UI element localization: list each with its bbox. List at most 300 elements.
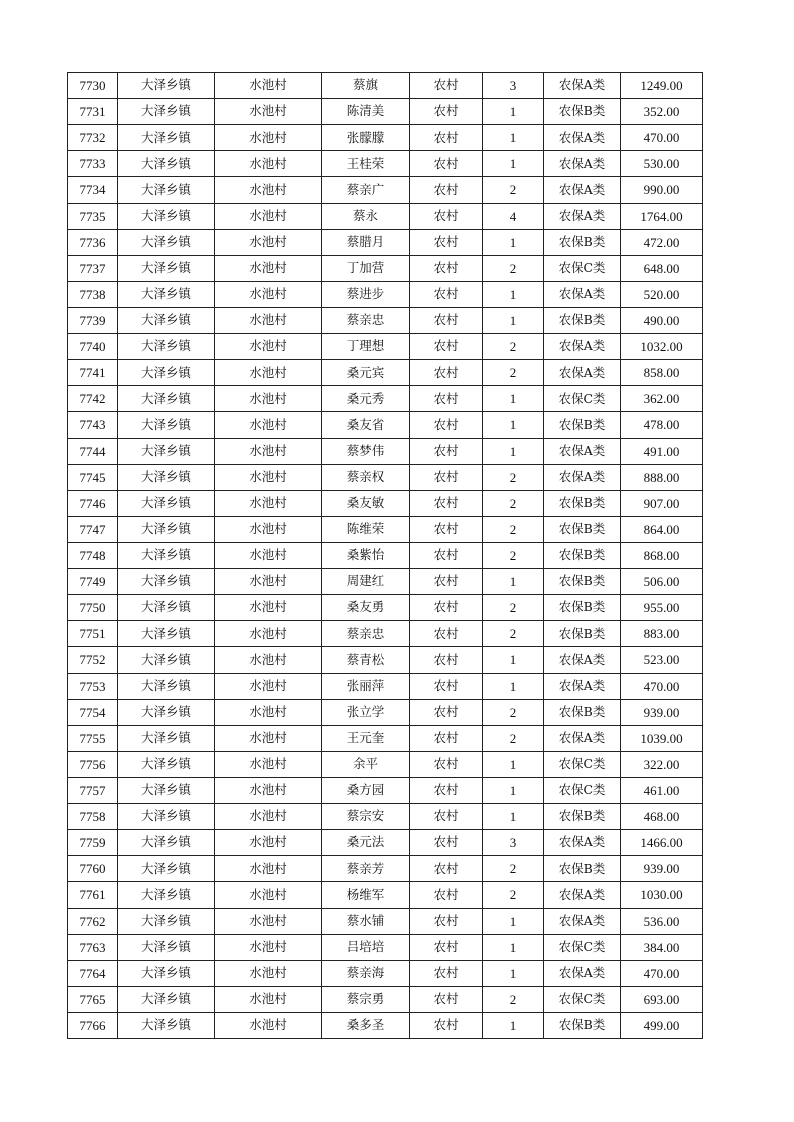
amount-cell: 384.00 (621, 934, 703, 960)
amount-cell: 1032.00 (621, 334, 703, 360)
amount-cell: 907.00 (621, 490, 703, 516)
table-body (68, 73, 703, 1039)
person-name-cell: 陈维荣 (322, 516, 410, 542)
row-id-cell: 7736 (68, 229, 118, 255)
table-row (68, 203, 703, 229)
township-cell: 大泽乡镇 (118, 699, 215, 725)
village-cell: 水池村 (215, 73, 322, 99)
area-type-cell: 农村 (410, 986, 483, 1012)
household-count-cell: 1 (483, 673, 544, 699)
table-row (68, 673, 703, 699)
household-count-cell: 2 (483, 882, 544, 908)
amount-cell: 990.00 (621, 177, 703, 203)
row-id-cell: 7749 (68, 569, 118, 595)
village-cell: 水池村 (215, 229, 322, 255)
village-cell: 水池村 (215, 934, 322, 960)
table-row (68, 725, 703, 751)
table-row (68, 882, 703, 908)
row-id-cell: 7741 (68, 360, 118, 386)
village-cell: 水池村 (215, 307, 322, 333)
table-row (68, 255, 703, 281)
amount-cell: 693.00 (621, 986, 703, 1012)
person-name-cell: 蔡亲海 (322, 960, 410, 986)
person-name-cell: 蔡永 (322, 203, 410, 229)
amount-cell: 868.00 (621, 542, 703, 568)
township-cell: 大泽乡镇 (118, 856, 215, 882)
person-name-cell: 蔡宗安 (322, 804, 410, 830)
table-row (68, 307, 703, 333)
household-count-cell: 1 (483, 569, 544, 595)
amount-cell: 1764.00 (621, 203, 703, 229)
table-row (68, 73, 703, 99)
person-name-cell: 蔡进步 (322, 281, 410, 307)
township-cell: 大泽乡镇 (118, 360, 215, 386)
village-cell: 水池村 (215, 464, 322, 490)
township-cell: 大泽乡镇 (118, 281, 215, 307)
village-cell: 水池村 (215, 751, 322, 777)
township-cell: 大泽乡镇 (118, 438, 215, 464)
insurance-category-cell: 农保A类 (544, 334, 621, 360)
person-name-cell: 蔡旗 (322, 73, 410, 99)
village-cell: 水池村 (215, 516, 322, 542)
household-count-cell: 2 (483, 699, 544, 725)
insurance-category-cell: 农保C类 (544, 751, 621, 777)
row-id-cell: 7756 (68, 751, 118, 777)
area-type-cell: 农村 (410, 673, 483, 699)
village-cell: 水池村 (215, 856, 322, 882)
amount-cell: 468.00 (621, 804, 703, 830)
household-count-cell: 2 (483, 856, 544, 882)
person-name-cell: 桑紫怡 (322, 542, 410, 568)
amount-cell: 1466.00 (621, 830, 703, 856)
person-name-cell: 蔡亲芳 (322, 856, 410, 882)
insurance-category-cell: 农保A类 (544, 203, 621, 229)
insurance-category-cell: 农保C类 (544, 986, 621, 1012)
insurance-category-cell: 农保B类 (544, 542, 621, 568)
amount-cell: 888.00 (621, 464, 703, 490)
township-cell: 大泽乡镇 (118, 673, 215, 699)
row-id-cell: 7761 (68, 882, 118, 908)
table-row (68, 386, 703, 412)
township-cell: 大泽乡镇 (118, 725, 215, 751)
area-type-cell: 农村 (410, 908, 483, 934)
person-name-cell: 蔡亲广 (322, 177, 410, 203)
person-name-cell: 丁加营 (322, 255, 410, 281)
area-type-cell: 农村 (410, 151, 483, 177)
village-cell: 水池村 (215, 151, 322, 177)
row-id-cell: 7740 (68, 334, 118, 360)
village-cell: 水池村 (215, 725, 322, 751)
insurance-category-cell: 农保A类 (544, 882, 621, 908)
township-cell: 大泽乡镇 (118, 1012, 215, 1038)
row-id-cell: 7737 (68, 255, 118, 281)
village-cell: 水池村 (215, 99, 322, 125)
insurance-category-cell: 农保C类 (544, 934, 621, 960)
household-count-cell: 2 (483, 595, 544, 621)
household-count-cell: 1 (483, 777, 544, 803)
amount-cell: 858.00 (621, 360, 703, 386)
table-row (68, 986, 703, 1012)
person-name-cell: 丁理想 (322, 334, 410, 360)
table-row (68, 334, 703, 360)
household-count-cell: 1 (483, 307, 544, 333)
row-id-cell: 7742 (68, 386, 118, 412)
table-row (68, 777, 703, 803)
township-cell: 大泽乡镇 (118, 99, 215, 125)
person-name-cell: 杨维军 (322, 882, 410, 908)
household-count-cell: 2 (483, 542, 544, 568)
area-type-cell: 农村 (410, 595, 483, 621)
village-cell: 水池村 (215, 203, 322, 229)
row-id-cell: 7766 (68, 1012, 118, 1038)
area-type-cell: 农村 (410, 412, 483, 438)
amount-cell: 1249.00 (621, 73, 703, 99)
amount-cell: 520.00 (621, 281, 703, 307)
household-count-cell: 2 (483, 490, 544, 516)
village-cell: 水池村 (215, 569, 322, 595)
row-id-cell: 7748 (68, 542, 118, 568)
insurance-category-cell: 农保A类 (544, 673, 621, 699)
amount-cell: 939.00 (621, 856, 703, 882)
insurance-category-cell: 农保B类 (544, 856, 621, 882)
township-cell: 大泽乡镇 (118, 647, 215, 673)
table-row (68, 516, 703, 542)
person-name-cell: 桑元法 (322, 830, 410, 856)
household-count-cell: 3 (483, 73, 544, 99)
village-cell: 水池村 (215, 542, 322, 568)
insurance-category-cell: 农保B类 (544, 595, 621, 621)
township-cell: 大泽乡镇 (118, 960, 215, 986)
township-cell: 大泽乡镇 (118, 595, 215, 621)
table-row (68, 856, 703, 882)
township-cell: 大泽乡镇 (118, 804, 215, 830)
table-row (68, 830, 703, 856)
row-id-cell: 7751 (68, 621, 118, 647)
table-row (68, 699, 703, 725)
amount-cell: 470.00 (621, 673, 703, 699)
person-name-cell: 张朦朦 (322, 125, 410, 151)
amount-cell: 939.00 (621, 699, 703, 725)
amount-cell: 506.00 (621, 569, 703, 595)
area-type-cell: 农村 (410, 229, 483, 255)
amount-cell: 499.00 (621, 1012, 703, 1038)
table-row (68, 151, 703, 177)
person-name-cell: 蔡亲忠 (322, 307, 410, 333)
insurance-category-cell: 农保A类 (544, 960, 621, 986)
insurance-category-cell: 农保B类 (544, 516, 621, 542)
table-row (68, 569, 703, 595)
township-cell: 大泽乡镇 (118, 229, 215, 255)
row-id-cell: 7763 (68, 934, 118, 960)
township-cell: 大泽乡镇 (118, 203, 215, 229)
table-row (68, 647, 703, 673)
household-count-cell: 1 (483, 229, 544, 255)
village-cell: 水池村 (215, 438, 322, 464)
household-count-cell: 1 (483, 438, 544, 464)
table-row (68, 595, 703, 621)
person-name-cell: 王桂荣 (322, 151, 410, 177)
row-id-cell: 7730 (68, 73, 118, 99)
village-cell: 水池村 (215, 125, 322, 151)
township-cell: 大泽乡镇 (118, 386, 215, 412)
person-name-cell: 蔡梦伟 (322, 438, 410, 464)
row-id-cell: 7732 (68, 125, 118, 151)
household-count-cell: 2 (483, 255, 544, 281)
insurance-category-cell: 农保B类 (544, 621, 621, 647)
area-type-cell: 农村 (410, 203, 483, 229)
table-row (68, 281, 703, 307)
township-cell: 大泽乡镇 (118, 464, 215, 490)
row-id-cell: 7731 (68, 99, 118, 125)
row-id-cell: 7765 (68, 986, 118, 1012)
household-count-cell: 1 (483, 908, 544, 934)
area-type-cell: 农村 (410, 307, 483, 333)
township-cell: 大泽乡镇 (118, 334, 215, 360)
row-id-cell: 7752 (68, 647, 118, 673)
area-type-cell: 农村 (410, 490, 483, 516)
area-type-cell: 农村 (410, 360, 483, 386)
row-id-cell: 7759 (68, 830, 118, 856)
area-type-cell: 农村 (410, 542, 483, 568)
amount-cell: 883.00 (621, 621, 703, 647)
township-cell: 大泽乡镇 (118, 516, 215, 542)
household-count-cell: 1 (483, 125, 544, 151)
amount-cell: 461.00 (621, 777, 703, 803)
insurance-category-cell: 农保B类 (544, 804, 621, 830)
person-name-cell: 王元奎 (322, 725, 410, 751)
household-count-cell: 2 (483, 621, 544, 647)
township-cell: 大泽乡镇 (118, 151, 215, 177)
village-cell: 水池村 (215, 595, 322, 621)
village-cell: 水池村 (215, 830, 322, 856)
insurance-category-cell: 农保A类 (544, 73, 621, 99)
row-id-cell: 7735 (68, 203, 118, 229)
township-cell: 大泽乡镇 (118, 751, 215, 777)
amount-cell: 470.00 (621, 125, 703, 151)
area-type-cell: 农村 (410, 177, 483, 203)
insurance-category-cell: 农保A类 (544, 438, 621, 464)
insurance-category-cell: 农保B类 (544, 699, 621, 725)
insurance-category-cell: 农保B类 (544, 412, 621, 438)
amount-cell: 490.00 (621, 307, 703, 333)
village-cell: 水池村 (215, 647, 322, 673)
row-id-cell: 7744 (68, 438, 118, 464)
person-name-cell: 桑多圣 (322, 1012, 410, 1038)
township-cell: 大泽乡镇 (118, 569, 215, 595)
area-type-cell: 农村 (410, 73, 483, 99)
insurance-category-cell: 农保A类 (544, 177, 621, 203)
row-id-cell: 7743 (68, 412, 118, 438)
village-cell: 水池村 (215, 882, 322, 908)
household-count-cell: 1 (483, 386, 544, 412)
area-type-cell: 农村 (410, 1012, 483, 1038)
township-cell: 大泽乡镇 (118, 255, 215, 281)
village-cell: 水池村 (215, 804, 322, 830)
household-count-cell: 3 (483, 830, 544, 856)
village-cell: 水池村 (215, 334, 322, 360)
table-row (68, 542, 703, 568)
household-count-cell: 2 (483, 464, 544, 490)
table-row (68, 751, 703, 777)
amount-cell: 530.00 (621, 151, 703, 177)
insurance-category-cell: 农保A类 (544, 725, 621, 751)
amount-cell: 864.00 (621, 516, 703, 542)
row-id-cell: 7745 (68, 464, 118, 490)
row-id-cell: 7747 (68, 516, 118, 542)
village-cell: 水池村 (215, 412, 322, 438)
household-count-cell: 2 (483, 986, 544, 1012)
person-name-cell: 桑元秀 (322, 386, 410, 412)
amount-cell: 1030.00 (621, 882, 703, 908)
insurance-category-cell: 农保A类 (544, 125, 621, 151)
row-id-cell: 7753 (68, 673, 118, 699)
township-cell: 大泽乡镇 (118, 490, 215, 516)
village-cell: 水池村 (215, 986, 322, 1012)
insurance-category-cell: 农保B类 (544, 490, 621, 516)
row-id-cell: 7764 (68, 960, 118, 986)
table-row (68, 908, 703, 934)
household-count-cell: 1 (483, 960, 544, 986)
area-type-cell: 农村 (410, 934, 483, 960)
person-name-cell: 桑友勇 (322, 595, 410, 621)
person-name-cell: 吕培培 (322, 934, 410, 960)
amount-cell: 648.00 (621, 255, 703, 281)
amount-cell: 523.00 (621, 647, 703, 673)
household-count-cell: 1 (483, 647, 544, 673)
village-cell: 水池村 (215, 386, 322, 412)
village-cell: 水池村 (215, 908, 322, 934)
area-type-cell: 农村 (410, 99, 483, 125)
household-count-cell: 1 (483, 934, 544, 960)
area-type-cell: 农村 (410, 516, 483, 542)
row-id-cell: 7760 (68, 856, 118, 882)
person-name-cell: 余平 (322, 751, 410, 777)
insurance-category-cell: 农保A类 (544, 647, 621, 673)
amount-cell: 472.00 (621, 229, 703, 255)
village-cell: 水池村 (215, 621, 322, 647)
township-cell: 大泽乡镇 (118, 542, 215, 568)
township-cell: 大泽乡镇 (118, 882, 215, 908)
area-type-cell: 农村 (410, 882, 483, 908)
area-type-cell: 农村 (410, 438, 483, 464)
township-cell: 大泽乡镇 (118, 177, 215, 203)
area-type-cell: 农村 (410, 725, 483, 751)
area-type-cell: 农村 (410, 334, 483, 360)
insurance-category-cell: 农保C类 (544, 255, 621, 281)
village-cell: 水池村 (215, 360, 322, 386)
table-row (68, 360, 703, 386)
township-cell: 大泽乡镇 (118, 830, 215, 856)
row-id-cell: 7754 (68, 699, 118, 725)
person-name-cell: 桑友省 (322, 412, 410, 438)
village-cell: 水池村 (215, 673, 322, 699)
person-name-cell: 桑友敏 (322, 490, 410, 516)
insurance-category-cell: 农保C类 (544, 386, 621, 412)
insurance-category-cell: 农保A类 (544, 830, 621, 856)
row-id-cell: 7733 (68, 151, 118, 177)
area-type-cell: 农村 (410, 830, 483, 856)
household-count-cell: 1 (483, 1012, 544, 1038)
row-id-cell: 7758 (68, 804, 118, 830)
amount-cell: 491.00 (621, 438, 703, 464)
insurance-category-cell: 农保B类 (544, 229, 621, 255)
household-count-cell: 1 (483, 412, 544, 438)
household-count-cell: 2 (483, 725, 544, 751)
person-name-cell: 桑元宾 (322, 360, 410, 386)
household-count-cell: 2 (483, 177, 544, 203)
table-row (68, 125, 703, 151)
insurance-category-cell: 农保A类 (544, 151, 621, 177)
person-name-cell: 张丽萍 (322, 673, 410, 699)
insurance-category-cell: 农保A类 (544, 908, 621, 934)
area-type-cell: 农村 (410, 125, 483, 151)
amount-cell: 536.00 (621, 908, 703, 934)
table-row (68, 490, 703, 516)
area-type-cell: 农村 (410, 856, 483, 882)
person-name-cell: 周建红 (322, 569, 410, 595)
township-cell: 大泽乡镇 (118, 777, 215, 803)
household-count-cell: 2 (483, 334, 544, 360)
township-cell: 大泽乡镇 (118, 934, 215, 960)
household-count-cell: 1 (483, 751, 544, 777)
table-row (68, 464, 703, 490)
person-name-cell: 张立学 (322, 699, 410, 725)
township-cell: 大泽乡镇 (118, 986, 215, 1012)
table-row (68, 412, 703, 438)
village-cell: 水池村 (215, 699, 322, 725)
village-cell: 水池村 (215, 177, 322, 203)
area-type-cell: 农村 (410, 386, 483, 412)
table-row (68, 934, 703, 960)
village-cell: 水池村 (215, 960, 322, 986)
township-cell: 大泽乡镇 (118, 125, 215, 151)
area-type-cell: 农村 (410, 699, 483, 725)
insurance-category-cell: 农保A类 (544, 281, 621, 307)
area-type-cell: 农村 (410, 777, 483, 803)
village-cell: 水池村 (215, 1012, 322, 1038)
amount-cell: 352.00 (621, 99, 703, 125)
person-name-cell: 蔡腊月 (322, 229, 410, 255)
amount-cell: 470.00 (621, 960, 703, 986)
insurance-category-cell: 农保B类 (544, 99, 621, 125)
person-name-cell: 蔡亲权 (322, 464, 410, 490)
township-cell: 大泽乡镇 (118, 412, 215, 438)
township-cell: 大泽乡镇 (118, 621, 215, 647)
amount-cell: 362.00 (621, 386, 703, 412)
table-row (68, 177, 703, 203)
row-id-cell: 7746 (68, 490, 118, 516)
household-count-cell: 4 (483, 203, 544, 229)
row-id-cell: 7750 (68, 595, 118, 621)
amount-cell: 478.00 (621, 412, 703, 438)
household-count-cell: 2 (483, 360, 544, 386)
insurance-category-cell: 农保B类 (544, 1012, 621, 1038)
area-type-cell: 农村 (410, 960, 483, 986)
amount-cell: 322.00 (621, 751, 703, 777)
area-type-cell: 农村 (410, 804, 483, 830)
township-cell: 大泽乡镇 (118, 307, 215, 333)
township-cell: 大泽乡镇 (118, 73, 215, 99)
area-type-cell: 农村 (410, 569, 483, 595)
household-count-cell: 1 (483, 151, 544, 177)
household-count-cell: 1 (483, 99, 544, 125)
household-count-cell: 1 (483, 281, 544, 307)
table-row (68, 438, 703, 464)
area-type-cell: 农村 (410, 751, 483, 777)
amount-cell: 1039.00 (621, 725, 703, 751)
insurance-category-cell: 农保C类 (544, 777, 621, 803)
table-row (68, 229, 703, 255)
